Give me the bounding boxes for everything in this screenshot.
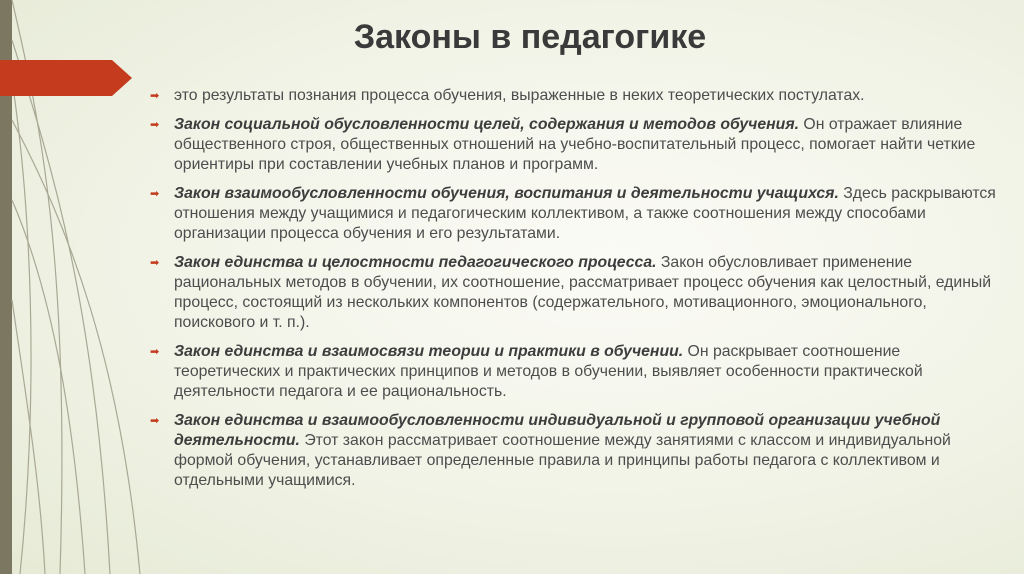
law-text: Он раскрывает соотношение теоретических и практических принципов и методов в обучении, выявляет особенности практической деятельности педагога и ее рациональность.: [174, 343, 923, 400]
law-text: это результаты познания процесса обучения, выраженные в неких теоретических постулатах.: [174, 87, 865, 104]
item-body: [174, 184, 1005, 244]
list-item: [150, 115, 1005, 175]
law-title: Закон единства и взаимообусловленности индивидуальной и групповой организации учебной деятельности.: [174, 412, 941, 449]
accent-tab: [0, 60, 132, 96]
law-text: Он отражает влияние общественного строя, общественных отношений на учебно-воспитательный процесс, помогает найти четкие ориентиры при составлении учебных планов и программ.: [174, 116, 976, 173]
law-title: Закон единства и целостности педагогического процесса.: [174, 254, 657, 271]
list-item: [150, 184, 1005, 244]
arrow-bullet-icon: ➡: [150, 188, 160, 200]
law-title: Закон единства и взаимосвязи теории и практики в обучении.: [174, 343, 684, 360]
list-item: [150, 411, 1005, 491]
law-text: Здесь раскрываются отношения между учащимися и педагогическим коллективом, а также соотношения между способами организации процесса обучения и его результатами.: [174, 185, 996, 242]
arrow-bullet-icon: ➡: [150, 119, 160, 131]
slide-title: Законы в педагогике: [353, 18, 707, 56]
item-body: [174, 115, 1005, 175]
item-body: [174, 86, 1005, 106]
bullet-list: [150, 86, 1005, 500]
law-text: Закон обусловливает применение рациональных методов в обучении, их соотношение, рассматривает процесс обучения как целостный, единый процесс, состоящий из нескольких компонентов (содержательного, мотивационного, эмоционального, поискового и т. п.).: [174, 254, 992, 331]
item-body: [174, 342, 1005, 402]
arrow-bullet-icon: ➡: [150, 90, 160, 102]
item-body: [174, 411, 1005, 491]
arrow-bullet-icon: ➡: [150, 346, 160, 358]
list-item: [150, 86, 1005, 106]
arrow-bullet-icon: ➡: [150, 415, 160, 427]
law-text: Этот закон рассматривает соотношение между занятиями с классом и индивидуальной формой обучения, устанавливает определенные правила и принципы работы педагога с коллективом и отдельными учащимися.: [174, 432, 951, 489]
list-item: [150, 342, 1005, 402]
arrow-bullet-icon: ➡: [150, 257, 160, 269]
list-item: [150, 253, 1005, 333]
law-title: Закон социальной обусловленности целей, содержания и методов обучения.: [174, 116, 800, 133]
item-body: [174, 253, 1005, 333]
law-title: Закон взаимообусловленности обучения, воспитания и деятельности учащихся.: [174, 185, 839, 202]
